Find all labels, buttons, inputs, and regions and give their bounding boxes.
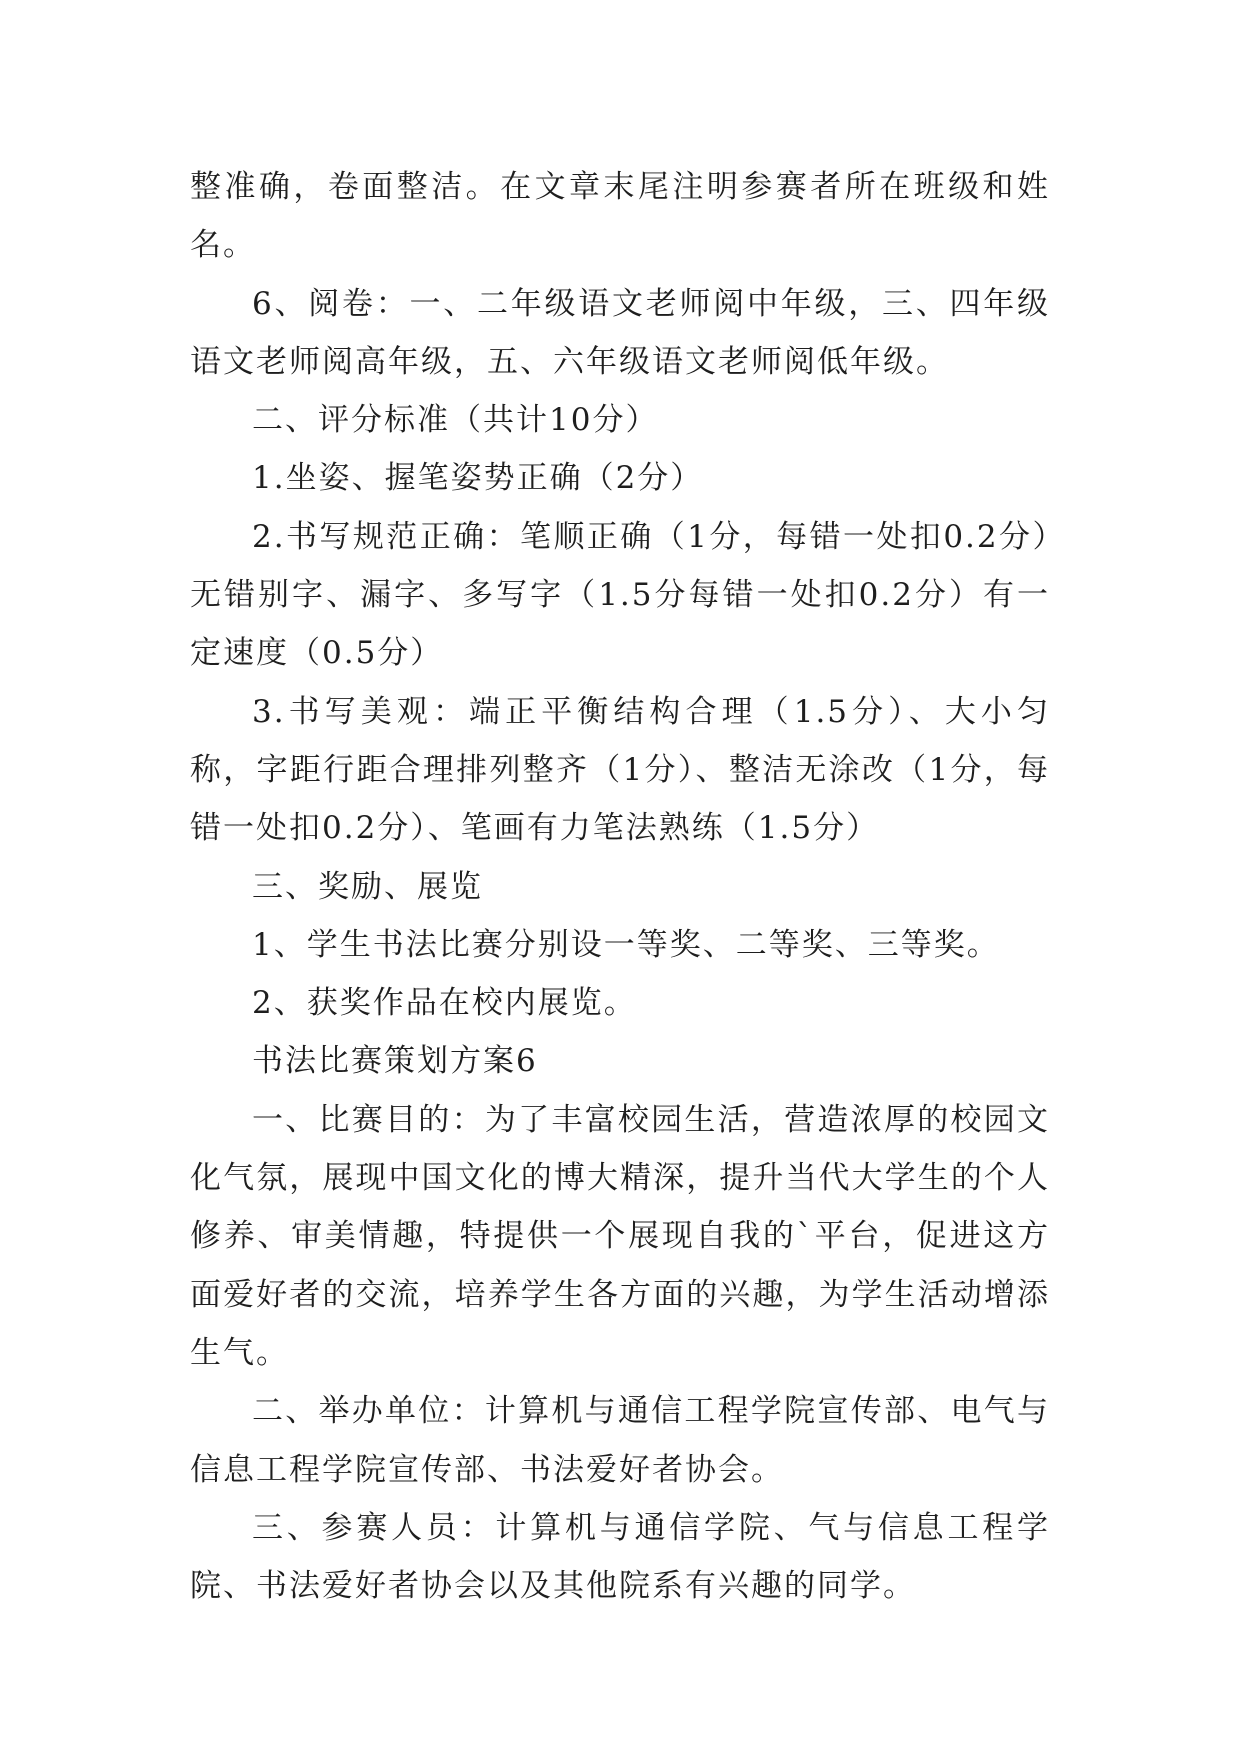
section-heading: 三、奖励、展览 [252, 868, 483, 905]
paragraph: 1、学生书法比赛分别设一等奖、二等奖、三等奖。 [252, 926, 1000, 963]
paragraph: 6、阅卷：一、二年级语文老师阅中年级，三、四年级语文老师阅高年级，五、六年级语文老师阅低年级。 [190, 285, 1050, 380]
section-heading: 二、评分标准（共计10分） [252, 402, 659, 439]
paragraph: 二、举办单位：计算机与通信工程学院宣传部、电气与信息工程学院宣传部、书法爱好者协会。 [190, 1393, 1050, 1488]
paragraph: 2.书写规范正确：笔顺正确（1分，每错一处扣0.2分）无错别字、漏字、多写字（1.5分每错一处扣0.2分）有一定速度（0.5分） [190, 518, 1050, 672]
paragraph: 一、比赛目的：为了丰富校园生活，营造浓厚的校园文化气氛，展现中国文化的博大精深，提升当代大学生的个人修养、审美情趣，特提供一个展现自我的`平台，促进这方面爱好者的交流，培养学生各方面的兴趣，为学生活动增添生气。 [190, 1101, 1050, 1371]
paragraph: 1.坐姿、握笔姿势正确（2分） [252, 460, 704, 497]
document-body [190, 158, 1050, 1615]
paragraph: 3.书写美观：端正平衡结构合理（1.5分）、大小匀称，字距行距合理排列整齐（1分）、整洁无涂改（1分，每错一处扣0.2分）、笔画有力笔法熟练（1.5分） [190, 693, 1050, 847]
document-title: 书法比赛策划方案6 [252, 1043, 538, 1080]
paragraph: 整准确，卷面整洁。在文章末尾注明参赛者所在班级和姓名。 [190, 169, 1050, 264]
paragraph: 2、获奖作品在校内展览。 [252, 985, 637, 1022]
paragraph: 三、参赛人员：计算机与通信学院、气与信息工程学院、书法爱好者协会以及其他院系有兴趣的同学。 [190, 1509, 1050, 1605]
